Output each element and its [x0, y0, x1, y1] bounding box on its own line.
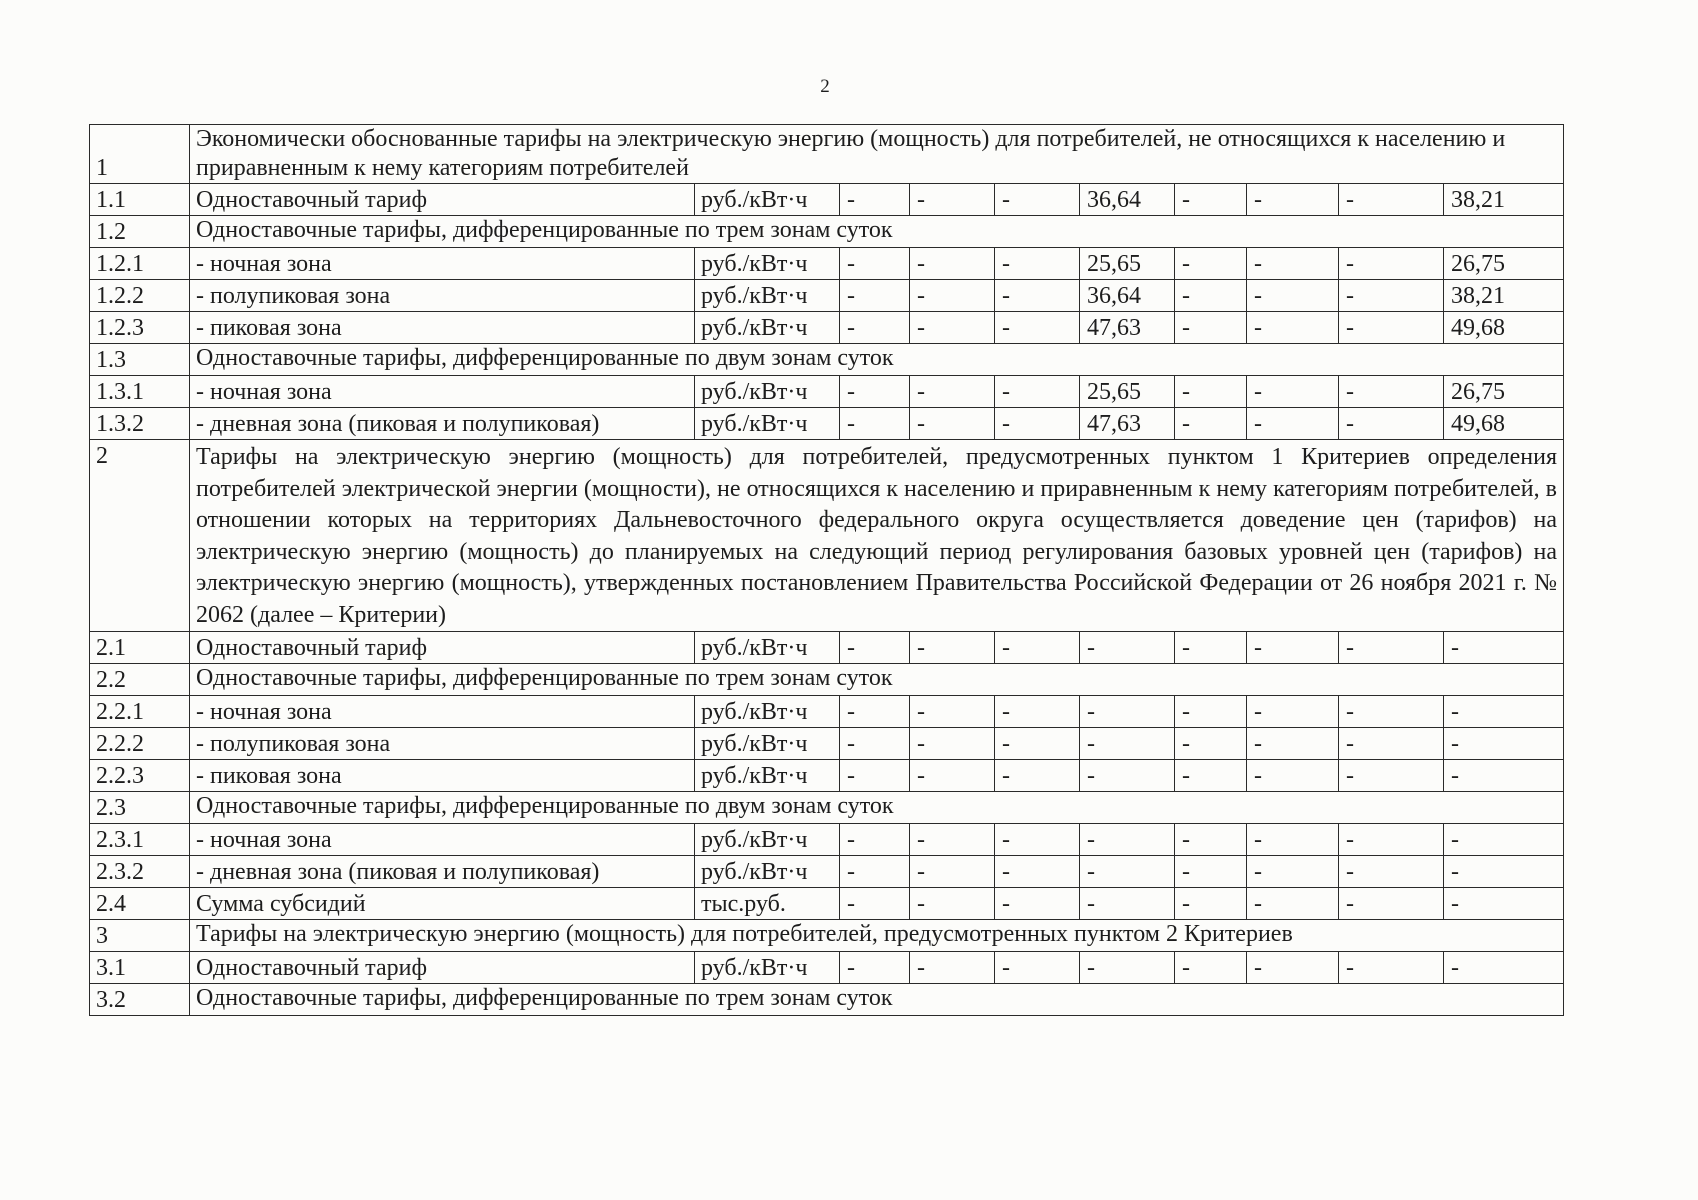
- tariff-value-cell: -: [1175, 312, 1247, 344]
- tariff-value-cell: -: [995, 632, 1080, 664]
- row-unit: руб./кВт·ч: [695, 408, 840, 440]
- tariff-value-cell: -: [995, 376, 1080, 408]
- tariff-value-cell: -: [1339, 408, 1444, 440]
- tariff-row: [90, 760, 1564, 792]
- tariff-value-cell: -: [840, 696, 910, 728]
- row-unit: руб./кВт·ч: [695, 728, 840, 760]
- tariff-value-cell: -: [995, 824, 1080, 856]
- tariff-value-cell: -: [840, 632, 910, 664]
- row-number: 1.3: [90, 344, 190, 376]
- row-label: - ночная зона: [190, 248, 695, 280]
- tariff-value-cell: -: [1175, 760, 1247, 792]
- tariff-value-cell: -: [1444, 696, 1564, 728]
- tariff-row: [90, 696, 1564, 728]
- row-label: - ночная зона: [190, 376, 695, 408]
- tariff-row: [90, 184, 1564, 216]
- row-unit: руб./кВт·ч: [695, 280, 840, 312]
- row-unit: руб./кВт·ч: [695, 856, 840, 888]
- tariff-value-cell: -: [1080, 888, 1175, 920]
- tariff-value-cell: -: [1339, 760, 1444, 792]
- tariff-value-cell: -: [1339, 888, 1444, 920]
- section-row: [90, 792, 1564, 824]
- row-unit: руб./кВт·ч: [695, 824, 840, 856]
- tariff-value-cell: -: [840, 376, 910, 408]
- tariff-value-cell: -: [1175, 728, 1247, 760]
- row-label: Одноставочный тариф: [190, 952, 695, 984]
- section-row: [90, 920, 1564, 952]
- tariff-value-cell: -: [1175, 696, 1247, 728]
- section-row: [90, 344, 1564, 376]
- tariff-value-cell: 26,75: [1444, 248, 1564, 280]
- tariff-row: [90, 888, 1564, 920]
- tariff-value-cell: -: [1175, 184, 1247, 216]
- row-number: 1.2.1: [90, 248, 190, 280]
- tariff-value-cell: -: [910, 312, 995, 344]
- row-number: 2.1: [90, 632, 190, 664]
- tariff-value-cell: -: [1080, 824, 1175, 856]
- row-number: 3.1: [90, 952, 190, 984]
- tariff-value-cell: -: [995, 856, 1080, 888]
- tariff-value-cell: -: [840, 408, 910, 440]
- tariff-value-cell: -: [1080, 728, 1175, 760]
- row-number: 2.2: [90, 664, 190, 696]
- tariff-value-cell: -: [1339, 184, 1444, 216]
- row-number: 2.3.2: [90, 856, 190, 888]
- row-number: 1: [90, 125, 190, 184]
- tariff-value-cell: -: [840, 952, 910, 984]
- section-row: [90, 125, 1564, 184]
- tariff-table: [89, 124, 1564, 1016]
- tariff-row: [90, 952, 1564, 984]
- section-title: Тарифы на электрическую энергию (мощность) для потребителей, предусмотренных пунктом 2 Критериев: [190, 920, 1564, 952]
- tariff-value-cell: 25,65: [1080, 248, 1175, 280]
- tariff-row: [90, 856, 1564, 888]
- tariff-value-cell: -: [910, 728, 995, 760]
- section-title: Тарифы на электрическую энергию (мощность) для потребителей, предусмотренных пунктом 1 Критериев определения потребителей электрической энергии (мощности), не относящихся к населению и приравненным к нему категориям потребителей, в отношении которых на территориях Дальневосточного федерального округа осуществляется доведение цен (тарифов) на электрическую энергию (мощность) до планируемых на следующий период регулирования базовых уровней цен (тарифов) на электрическую энергию (мощность), утвержденных постановлением Правительства Российской Федерации от 26 ноября 2021 г. № 2062 (далее – Критерии): [190, 440, 1564, 632]
- tariff-value-cell: -: [1080, 856, 1175, 888]
- tariff-value-cell: -: [1339, 696, 1444, 728]
- section-title: Экономически обоснованные тарифы на электрическую энергию (мощность) для потребителей, не относящихся к населению и приравненным к нему категориям потребителей: [190, 125, 1564, 184]
- row-number: 2.4: [90, 888, 190, 920]
- tariff-value-cell: -: [1339, 632, 1444, 664]
- tariff-value-cell: -: [995, 408, 1080, 440]
- tariff-value-cell: -: [840, 280, 910, 312]
- tariff-row: [90, 248, 1564, 280]
- tariff-value-cell: -: [1339, 952, 1444, 984]
- tariff-value-cell: -: [1247, 280, 1339, 312]
- tariff-value-cell: -: [840, 312, 910, 344]
- tariff-value-cell: -: [995, 184, 1080, 216]
- row-unit: руб./кВт·ч: [695, 952, 840, 984]
- row-label: Сумма субсидий: [190, 888, 695, 920]
- tariff-value-cell: -: [1080, 760, 1175, 792]
- tariff-value-cell: -: [1247, 184, 1339, 216]
- row-number: 3.2: [90, 984, 190, 1016]
- tariff-value-cell: -: [1339, 280, 1444, 312]
- tariff-value-cell: -: [840, 184, 910, 216]
- row-number: 2.3.1: [90, 824, 190, 856]
- tariff-value-cell: -: [995, 280, 1080, 312]
- tariff-value-cell: 36,64: [1080, 184, 1175, 216]
- tariff-value-cell: -: [910, 952, 995, 984]
- tariff-value-cell: 38,21: [1444, 184, 1564, 216]
- tariff-value-cell: -: [1247, 760, 1339, 792]
- tariff-value-cell: -: [1175, 888, 1247, 920]
- row-label: - ночная зона: [190, 824, 695, 856]
- tariff-value-cell: -: [1247, 952, 1339, 984]
- tariff-value-cell: -: [1247, 376, 1339, 408]
- tariff-value-cell: -: [1444, 760, 1564, 792]
- section-title: Одноставочные тарифы, дифференцированные по двум зонам суток: [190, 344, 1564, 376]
- tariff-value-cell: -: [910, 632, 995, 664]
- tariff-value-cell: -: [1175, 856, 1247, 888]
- tariff-value-cell: -: [1175, 952, 1247, 984]
- tariff-value-cell: -: [1175, 632, 1247, 664]
- row-unit: руб./кВт·ч: [695, 696, 840, 728]
- row-label: - дневная зона (пиковая и полупиковая): [190, 856, 695, 888]
- tariff-value-cell: -: [910, 280, 995, 312]
- tariff-value-cell: -: [1444, 856, 1564, 888]
- tariff-value-cell: -: [1339, 728, 1444, 760]
- tariff-value-cell: -: [1339, 248, 1444, 280]
- row-number: 2: [90, 440, 190, 632]
- page-number: 2: [820, 76, 830, 97]
- tariff-value-cell: -: [840, 760, 910, 792]
- row-label: Одноставочный тариф: [190, 184, 695, 216]
- tariff-value-cell: -: [1247, 888, 1339, 920]
- section-title: Одноставочные тарифы, дифференцированные по трем зонам суток: [190, 984, 1564, 1016]
- tariff-row: [90, 632, 1564, 664]
- tariff-value-cell: 36,64: [1080, 280, 1175, 312]
- row-number: 1.2.2: [90, 280, 190, 312]
- row-number: 3: [90, 920, 190, 952]
- tariff-value-cell: -: [1444, 888, 1564, 920]
- section-row: [90, 216, 1564, 248]
- tariff-value-cell: 38,21: [1444, 280, 1564, 312]
- tariff-value-cell: -: [995, 952, 1080, 984]
- row-label: - ночная зона: [190, 696, 695, 728]
- section-row: [90, 664, 1564, 696]
- row-label: - полупиковая зона: [190, 280, 695, 312]
- tariff-value-cell: -: [995, 696, 1080, 728]
- row-label: - пиковая зона: [190, 312, 695, 344]
- row-number: 2.2.2: [90, 728, 190, 760]
- tariff-value-cell: -: [1175, 248, 1247, 280]
- row-number: 1.3.2: [90, 408, 190, 440]
- row-unit: руб./кВт·ч: [695, 376, 840, 408]
- tariff-value-cell: -: [1175, 280, 1247, 312]
- tariff-value-cell: -: [910, 408, 995, 440]
- tariff-value-cell: 26,75: [1444, 376, 1564, 408]
- row-unit: руб./кВт·ч: [695, 248, 840, 280]
- tariff-row: [90, 312, 1564, 344]
- row-number: 2.2.1: [90, 696, 190, 728]
- tariff-value-cell: -: [995, 728, 1080, 760]
- tariff-value-cell: -: [840, 824, 910, 856]
- tariff-value-cell: -: [1247, 248, 1339, 280]
- row-unit: руб./кВт·ч: [695, 312, 840, 344]
- tariff-value-cell: 49,68: [1444, 312, 1564, 344]
- tariff-value-cell: -: [1339, 856, 1444, 888]
- row-number: 2.3: [90, 792, 190, 824]
- tariff-table-body: [90, 125, 1564, 1016]
- row-number: 1.3.1: [90, 376, 190, 408]
- section-title: Одноставочные тарифы, дифференцированные по двум зонам суток: [190, 792, 1564, 824]
- tariff-value-cell: -: [840, 728, 910, 760]
- row-number: 1.2: [90, 216, 190, 248]
- tariff-value-cell: -: [1444, 824, 1564, 856]
- row-label: Одноставочный тариф: [190, 632, 695, 664]
- tariff-value-cell: -: [1444, 952, 1564, 984]
- tariff-value-cell: -: [1444, 632, 1564, 664]
- tariff-row: [90, 728, 1564, 760]
- tariff-value-cell: -: [910, 888, 995, 920]
- tariff-value-cell: -: [840, 888, 910, 920]
- section-title: Одноставочные тарифы, дифференцированные по трем зонам суток: [190, 216, 1564, 248]
- row-unit: руб./кВт·ч: [695, 760, 840, 792]
- tariff-value-cell: -: [840, 856, 910, 888]
- tariff-value-cell: -: [1247, 856, 1339, 888]
- section-title: Одноставочные тарифы, дифференцированные по трем зонам суток: [190, 664, 1564, 696]
- tariff-row: [90, 280, 1564, 312]
- tariff-value-cell: -: [910, 184, 995, 216]
- tariff-value-cell: -: [995, 760, 1080, 792]
- tariff-value-cell: -: [1444, 728, 1564, 760]
- tariff-value-cell: -: [1339, 376, 1444, 408]
- tariff-value-cell: -: [1175, 408, 1247, 440]
- tariff-value-cell: -: [910, 376, 995, 408]
- tariff-row: [90, 376, 1564, 408]
- tariff-value-cell: -: [910, 856, 995, 888]
- tariff-value-cell: -: [995, 888, 1080, 920]
- tariff-value-cell: -: [1247, 824, 1339, 856]
- tariff-row: [90, 824, 1564, 856]
- row-number: 1.2.3: [90, 312, 190, 344]
- tariff-value-cell: -: [995, 248, 1080, 280]
- row-unit: руб./кВт·ч: [695, 632, 840, 664]
- tariff-value-cell: -: [910, 760, 995, 792]
- tariff-value-cell: -: [1247, 696, 1339, 728]
- tariff-value-cell: 47,63: [1080, 408, 1175, 440]
- tariff-value-cell: -: [1247, 408, 1339, 440]
- tariff-value-cell: -: [1247, 632, 1339, 664]
- tariff-value-cell: -: [1080, 632, 1175, 664]
- tariff-value-cell: -: [840, 248, 910, 280]
- tariff-value-cell: -: [1339, 312, 1444, 344]
- tariff-value-cell: -: [1175, 376, 1247, 408]
- tariff-value-cell: 47,63: [1080, 312, 1175, 344]
- tariff-row: [90, 408, 1564, 440]
- tariff-value-cell: -: [1175, 824, 1247, 856]
- section-row: [90, 440, 1564, 632]
- tariff-value-cell: -: [1247, 312, 1339, 344]
- row-unit: руб./кВт·ч: [695, 184, 840, 216]
- row-number: 1.1: [90, 184, 190, 216]
- tariff-value-cell: -: [1339, 824, 1444, 856]
- tariff-value-cell: 49,68: [1444, 408, 1564, 440]
- section-row: [90, 984, 1564, 1016]
- row-unit: тыс.руб.: [695, 888, 840, 920]
- tariff-value-cell: -: [910, 696, 995, 728]
- tariff-value-cell: -: [1080, 952, 1175, 984]
- row-label: - дневная зона (пиковая и полупиковая): [190, 408, 695, 440]
- tariff-value-cell: -: [910, 248, 995, 280]
- row-number: 2.2.3: [90, 760, 190, 792]
- tariff-value-cell: -: [1080, 696, 1175, 728]
- row-label: - пиковая зона: [190, 760, 695, 792]
- tariff-value-cell: 25,65: [1080, 376, 1175, 408]
- tariff-value-cell: -: [910, 824, 995, 856]
- tariff-value-cell: -: [995, 312, 1080, 344]
- row-label: - полупиковая зона: [190, 728, 695, 760]
- tariff-value-cell: -: [1247, 728, 1339, 760]
